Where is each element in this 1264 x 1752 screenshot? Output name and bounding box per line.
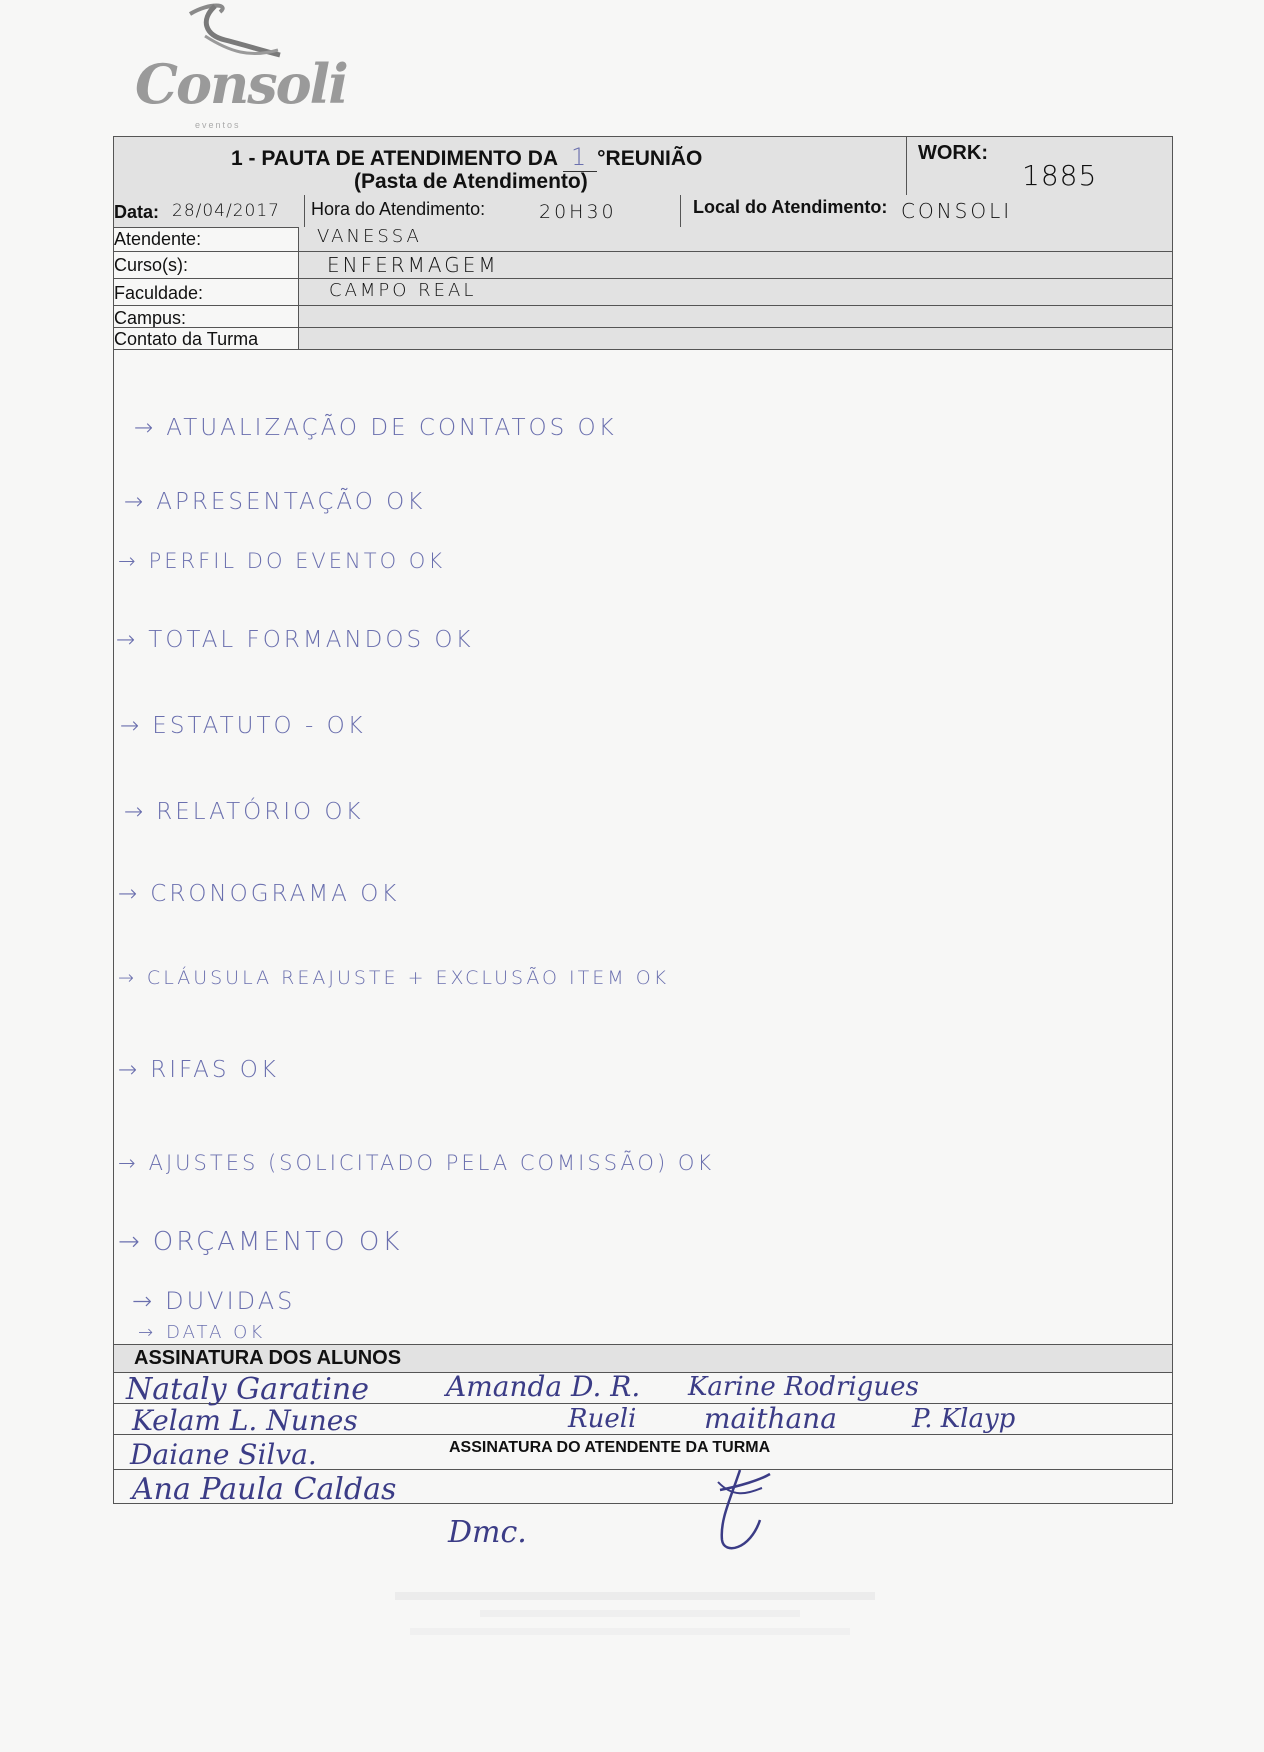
list-item: → AJUSTES (SOLICITADO PELA COMISSÃO) OK xyxy=(118,1151,715,1175)
list-item: → CRONOGRAMA OK xyxy=(118,881,400,907)
student-signature: P. Klayp xyxy=(912,1404,1016,1434)
staff-initials: Dmc. xyxy=(448,1515,527,1550)
data-label: Data: xyxy=(114,202,160,222)
atendimento-form xyxy=(113,136,1173,1504)
faint-footer-line xyxy=(410,1628,850,1635)
faint-footer-line xyxy=(395,1592,875,1600)
atendente-value: VANESSA xyxy=(317,226,422,247)
student-signature: maithana xyxy=(704,1402,837,1435)
work-value: 1885 xyxy=(1022,159,1098,192)
arrow-right-icon: → xyxy=(120,713,143,739)
campus-label: Campus: xyxy=(114,308,187,328)
arrow-right-icon: → xyxy=(118,1227,143,1257)
list-item: → PERFIL DO EVENTO OK xyxy=(118,549,446,573)
meeting-number: 1 xyxy=(563,143,597,172)
arrow-right-icon: → xyxy=(118,549,139,573)
work-label: WORK: xyxy=(918,142,988,164)
student-signature: Karine Rodrigues xyxy=(688,1372,919,1402)
arrow-right-icon: → xyxy=(118,881,141,907)
arrow-right-icon: → xyxy=(116,627,139,653)
arrow-right-icon: → xyxy=(124,489,147,515)
local-value: CONSOLI xyxy=(901,199,1013,223)
list-item: → ATUALIZAÇÃO DE CONTATOS OK xyxy=(134,415,617,441)
faculdade-label: Faculdade: xyxy=(114,283,204,303)
list-item: → ORÇAMENTO OK xyxy=(118,1227,403,1257)
student-signature: Kelam L. Nunes xyxy=(132,1404,358,1437)
arrow-right-icon: → xyxy=(118,967,137,989)
arrow-right-icon: → xyxy=(118,1057,141,1083)
student-signature: Daiane Silva. xyxy=(130,1438,317,1471)
curso-value: ENFERMAGEM xyxy=(327,253,499,277)
list-item: → CLÁUSULA REAJUSTE + EXCLUSÃO ITEM OK xyxy=(118,967,670,989)
list-item: → DUVIDAS xyxy=(132,1287,296,1315)
list-item: → DATA OK xyxy=(138,1322,266,1343)
hora-value: 20H30 xyxy=(539,201,617,223)
student-signature: Ana Paula Caldas xyxy=(132,1472,397,1507)
curso-label: Curso(s): xyxy=(114,255,189,275)
atendente-label: Atendente: xyxy=(114,229,202,249)
student-signature: Nataly Garatine xyxy=(126,1372,369,1407)
form-subtitle: (Pasta de Atendimento) xyxy=(354,170,588,193)
hora-label: Hora do Atendimento: xyxy=(311,199,486,219)
arrow-right-icon: → xyxy=(124,799,147,825)
list-item: → RIFAS OK xyxy=(118,1057,279,1083)
logo-wordmark: Consoli xyxy=(135,52,347,116)
list-item: → TOTAL FORMANDOS OK xyxy=(116,627,474,653)
alunos-signature-label: ASSINATURA DOS ALUNOS xyxy=(134,1347,402,1369)
data-value: 28/04/2017 xyxy=(172,201,280,221)
arrow-right-icon: → xyxy=(118,1151,139,1175)
faint-footer-line xyxy=(480,1610,800,1617)
student-signature: Rueli xyxy=(568,1404,637,1434)
form-title: 1 - PAUTA DE ATENDIMENTO DA 1 °REUNIÃO xyxy=(231,143,703,171)
list-item: → RELATÓRIO OK xyxy=(124,799,364,825)
contato-label: Contato da Turma xyxy=(114,329,259,349)
faculdade-value: CAMPO REAL xyxy=(329,280,477,301)
attendant-signature-mark xyxy=(690,1460,780,1560)
list-item: → ESTATUTO - OK xyxy=(120,713,366,739)
arrow-right-icon: → xyxy=(138,1322,157,1343)
logo-tagline: eventos xyxy=(195,120,241,130)
arrow-right-icon: → xyxy=(134,415,157,441)
student-signature: Amanda D. R. xyxy=(446,1370,641,1403)
list-item: → APRESENTAÇÃO OK xyxy=(124,489,426,515)
arrow-right-icon: → xyxy=(132,1287,156,1315)
atendente-signature-label: ASSINATURA DO ATENDENTE DA TURMA xyxy=(449,1439,771,1456)
local-label: Local do Atendimento: xyxy=(693,197,888,217)
